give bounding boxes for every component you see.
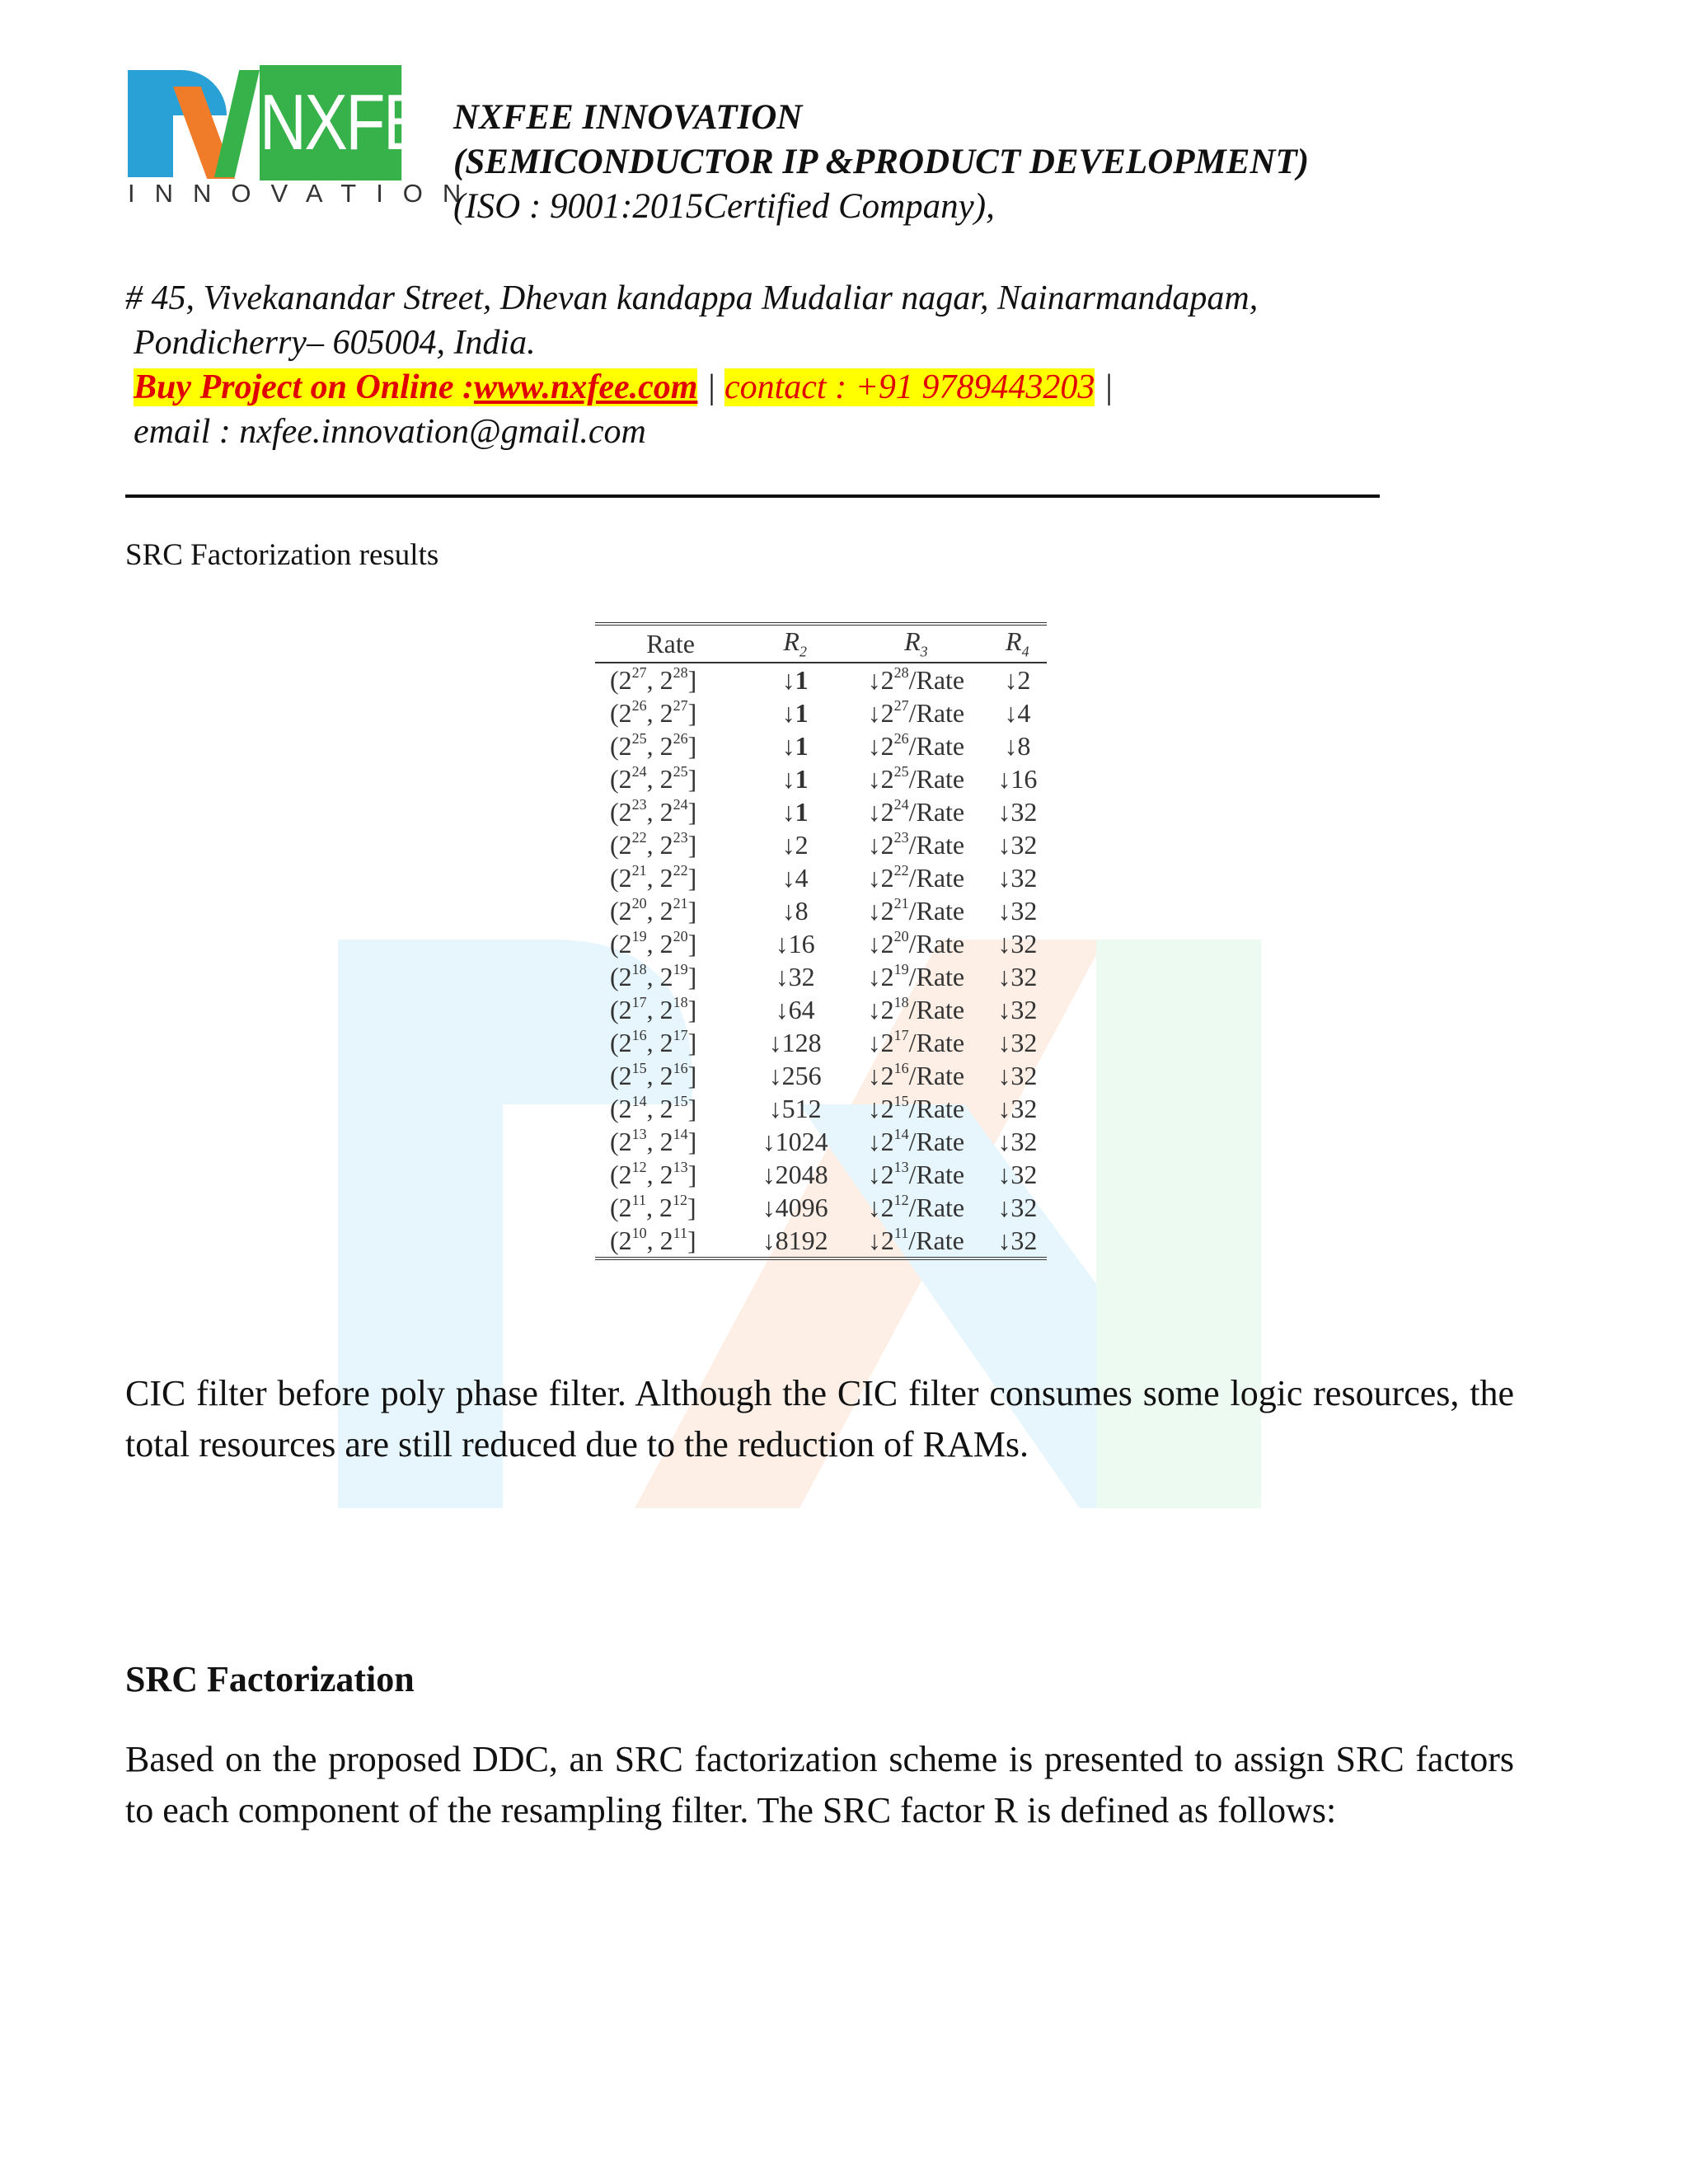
- rate-cell: ($2^{16}$, $2^{17}$]: [610, 1026, 697, 1057]
- r3-cell: $↓2^{14}$/Rate: [867, 1125, 965, 1156]
- section-heading: SRC Factorization: [125, 1659, 415, 1699]
- table-row: [595, 894, 1047, 927]
- r4-cell: ↓8: [1004, 730, 1031, 761]
- rate-cell: ($2^{21}$, $2^{22}$]: [610, 861, 697, 893]
- rate-cell: ($2^{11}$, $2^{12}$]: [610, 1191, 696, 1222]
- website-link[interactable]: www.nxfee.com: [474, 368, 698, 406]
- table-row: [595, 696, 1047, 729]
- r4-cell: ↓4: [1004, 697, 1031, 728]
- r4-cell: ↓32: [997, 928, 1038, 958]
- r3-cell: $↓2^{15}$/Rate: [867, 1092, 965, 1123]
- r2-cell: ↓64: [775, 994, 815, 1024]
- r3-cell: $↓2^{22}$/Rate: [867, 861, 965, 893]
- r3-cell: $↓2^{16}$/Rate: [867, 1059, 965, 1090]
- logo-subtitle: INNOVATION: [128, 179, 481, 208]
- r4-cell: ↓32: [997, 1093, 1038, 1123]
- r4-cell: ↓32: [997, 796, 1038, 827]
- r3-cell: $↓2^{18}$/Rate: [867, 993, 965, 1024]
- contact-line: [134, 368, 1113, 407]
- table-header-0: Rate: [595, 624, 746, 663]
- r4-cell: ↓32: [997, 862, 1038, 893]
- company-certification: (ISO : 9001:2015Certified Company),: [453, 187, 995, 226]
- r4-cell: ↓2: [1004, 664, 1031, 695]
- r2-cell: ↓4: [781, 862, 809, 893]
- company-name: NXFEE INNOVATION: [453, 98, 803, 137]
- separator: |: [1103, 368, 1114, 406]
- r3-cell: $↓2^{26}$/Rate: [867, 729, 965, 761]
- rate-cell: ($2^{10}$, $2^{11}$]: [595, 1224, 746, 1258]
- table-row: [595, 795, 1047, 828]
- rate-cell: ($2^{12}$, $2^{13}$]: [610, 1158, 697, 1189]
- r4-cell: ↓32: [997, 1159, 1038, 1189]
- table-header-1: $R_2$: [746, 624, 844, 663]
- r4-cell: ↓32: [997, 829, 1038, 860]
- rate-cell: ($2^{15}$, $2^{16}$]: [610, 1059, 697, 1090]
- table-row: [595, 1125, 1047, 1158]
- r4-cell: ↓32: [997, 1060, 1038, 1090]
- email-line: email : nxfee.innovation@gmail.com: [134, 413, 646, 451]
- rate-cell: ($2^{25}$, $2^{26}$]: [610, 729, 697, 761]
- r2-cell: ↓16: [775, 928, 815, 958]
- table-row: [595, 1158, 1047, 1191]
- table-row: [595, 1059, 1047, 1092]
- table-caption: SRC Factorization results: [125, 538, 439, 572]
- r3-cell: $↓2^{11}$/Rate: [844, 1224, 988, 1258]
- r2-cell: ↓128: [768, 1027, 822, 1057]
- table-header-3: $R_4$: [988, 624, 1047, 663]
- r2-cell: ↓2: [781, 829, 809, 860]
- r2-cell: ↓1: [781, 763, 809, 794]
- r4-cell: ↓16: [997, 763, 1038, 794]
- r3-cell: $↓2^{25}$/Rate: [867, 762, 965, 794]
- rate-cell: ($2^{26}$, $2^{27}$]: [610, 696, 697, 728]
- r3-cell: $↓2^{19}$/Rate: [867, 960, 965, 991]
- r3-cell: $↓2^{28}$/Rate: [867, 663, 965, 695]
- r3-cell: $↓2^{24}$/Rate: [867, 795, 965, 827]
- r2-cell: ↓1024: [762, 1126, 828, 1156]
- table-row: [595, 762, 1047, 795]
- company-division: (SEMICONDUCTOR IP &PRODUCT DEVELOPMENT): [453, 143, 1310, 181]
- table-row: [595, 960, 1047, 993]
- table-row: [595, 1191, 1047, 1224]
- r4-cell: ↓32: [997, 961, 1038, 991]
- r2-cell: ↓2048: [762, 1159, 828, 1189]
- r4-cell: ↓32: [988, 1224, 1047, 1258]
- rate-cell: ($2^{24}$, $2^{25}$]: [610, 762, 697, 794]
- r2-cell: ↓256: [768, 1060, 822, 1090]
- r3-cell: $↓2^{21}$/Rate: [867, 894, 965, 926]
- contact-phone: contact : +91 9789443203: [724, 368, 1095, 406]
- r2-cell: ↓8: [781, 895, 809, 926]
- company-logo: [128, 70, 481, 214]
- rate-cell: ($2^{13}$, $2^{14}$]: [610, 1125, 697, 1156]
- table-row: [595, 729, 1047, 762]
- r2-cell: ↓8192: [746, 1224, 844, 1258]
- paragraph-cic: CIC filter before poly phase filter. Although the CIC filter consumes some logic resources, the total resources are still reduced due to the reduction of RAMs.: [125, 1373, 1514, 1465]
- address-line-1: # 45, Vivekanandar Street, Dhevan kandappa Mudaliar nagar, Nainarmandapam,: [125, 279, 1259, 317]
- table-row: [595, 1026, 1047, 1059]
- table-header-2: $R_3$: [844, 624, 988, 663]
- r2-cell: ↓32: [775, 961, 815, 991]
- rate-cell: ($2^{23}$, $2^{24}$]: [610, 795, 697, 827]
- table-row: [595, 828, 1047, 861]
- header-divider: [125, 494, 1380, 498]
- table-row: [595, 1224, 1047, 1258]
- r3-cell: $↓2^{12}$/Rate: [867, 1191, 965, 1222]
- r3-cell: $↓2^{13}$/Rate: [867, 1158, 965, 1189]
- r3-cell: $↓2^{23}$/Rate: [867, 828, 965, 860]
- table-row: [595, 1092, 1047, 1125]
- r4-cell: ↓32: [997, 1126, 1038, 1156]
- r2-cell: ↓1: [781, 730, 809, 761]
- rate-cell: ($2^{20}$, $2^{21}$]: [610, 894, 697, 926]
- r3-cell: $↓2^{27}$/Rate: [867, 696, 965, 728]
- r4-cell: ↓32: [997, 994, 1038, 1024]
- table-row: [595, 993, 1047, 1026]
- r2-cell: ↓1: [781, 796, 809, 827]
- buy-online-label: Buy Project on Online :www.nxfee.com: [134, 368, 698, 406]
- r2-cell: ↓4096: [762, 1192, 828, 1222]
- table-row: [595, 861, 1047, 894]
- table-row: [595, 927, 1047, 960]
- r4-cell: ↓32: [997, 895, 1038, 926]
- r4-cell: ↓32: [997, 1027, 1038, 1057]
- r2-cell: ↓1: [781, 664, 809, 695]
- address-line-2: Pondicherry– 605004, India.: [134, 324, 536, 362]
- rate-cell: ($2^{14}$, $2^{15}$]: [610, 1092, 697, 1123]
- src-factorization-table: [595, 622, 1047, 1260]
- r3-cell: $↓2^{20}$/Rate: [867, 927, 965, 958]
- rate-cell: ($2^{18}$, $2^{19}$]: [610, 960, 697, 991]
- r2-cell: ↓1: [781, 697, 809, 728]
- table-row: [595, 663, 1047, 696]
- paragraph-src: Based on the proposed DDC, an SRC factorization scheme is presented to assign SRC factors to each component of the resampling filter. The SRC factor R is defined as follows:: [125, 1739, 1514, 1830]
- rate-cell: ($2^{19}$, $2^{20}$]: [610, 927, 697, 958]
- separator: |: [706, 368, 716, 406]
- r2-cell: ↓512: [768, 1093, 822, 1123]
- r3-cell: $↓2^{17}$/Rate: [867, 1026, 965, 1057]
- rate-cell: ($2^{27}$, $2^{28}$]: [610, 663, 697, 695]
- rate-cell: ($2^{17}$, $2^{18}$]: [610, 993, 697, 1024]
- logo-wordmark: NXFEE: [260, 65, 401, 180]
- r4-cell: ↓32: [997, 1192, 1038, 1222]
- rate-cell: ($2^{22}$, $2^{23}$]: [610, 828, 697, 860]
